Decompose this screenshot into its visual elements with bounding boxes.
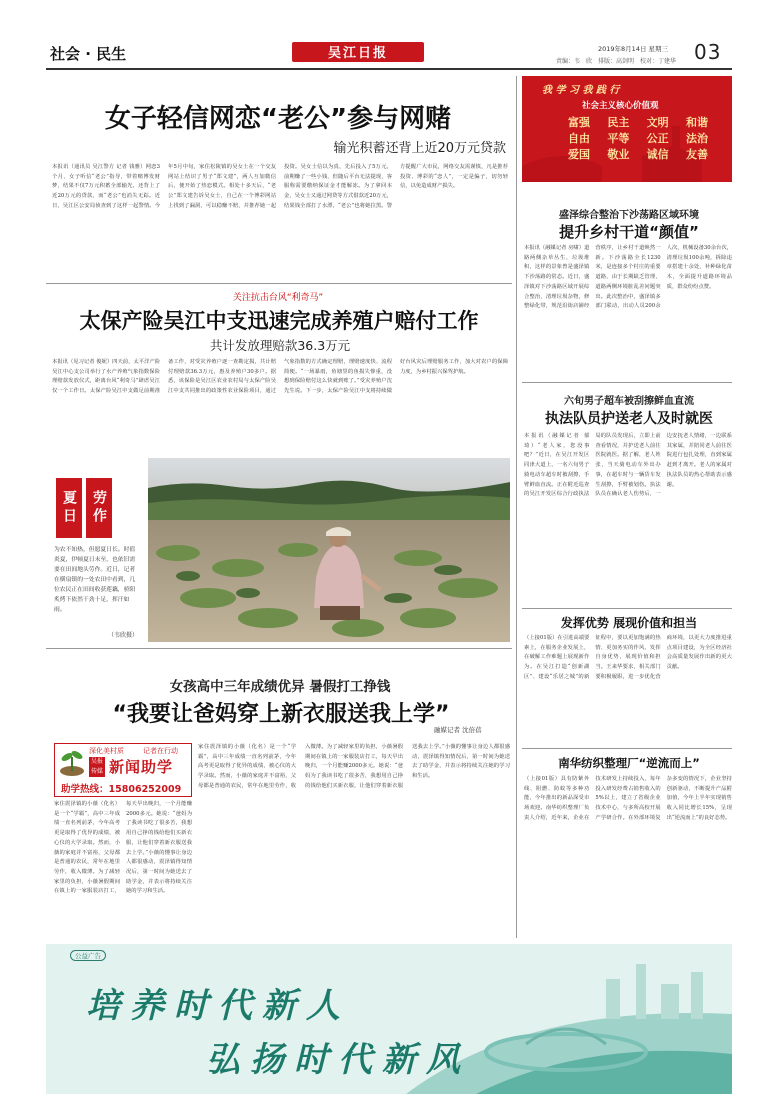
ad-box [54, 743, 192, 797]
page-number: 03 [694, 40, 722, 64]
masthead-rule [46, 68, 732, 70]
a1-body: 本报讯（通讯员 吴江警方 记者 钱雅）网恋3个月，女子听信“老公”指导，带着赌博发财梦，结果不仅7万元积蓄全部输光，还背上了近20万元的贷款，而“老公”也消失无踪。近日，吴江区公安局侦查到了这样一起警情。今年5月中旬，家住松陵镇的吴女士在一个交友网站上结识了男子“郑文建”，两人互加微信后，便开始了热恋模式。相处十多天后，“老公”郑文建告诉吴女士，自己在一个博彩网站上找到了漏洞，可以稳赚不赔，并推荐她一起投资。吴女士信以为真，先后投入了5万元，前期赚了一些小钱，但随后平台无法提现，客服称需要缴纳保证金才能解冻。为了拿回本金，吴女士又通过网贷等方式借款近20万元，结果钱全部打了水漂，“老公”也将她拉黑。警方提醒广大市民，网络交友需谨慎，凡是推荐投资、博彩的“恋人”，一定是骗子，切勿轻信，以免造成财产损失。 [52, 164, 508, 209]
ad-hotline-number: 15806252009 [108, 784, 182, 795]
ad-plant-icon [58, 747, 86, 777]
a5-divider [522, 608, 732, 609]
ad-hotline-label: 助学热线： [61, 784, 109, 795]
values-header: 我 学 习 我 践 行 [542, 85, 620, 96]
section-label: 社会 · 民生 [50, 45, 127, 63]
editors-line: 责编：韦 欣 排版：高剑明 校对：丁建华 [556, 58, 677, 65]
values-row [568, 130, 708, 146]
a3-title: 女孩高中三年成绩优异 暑假打工挣钱 [169, 679, 391, 695]
a2-subtitle: 共计发放理赔款36.3万元 [209, 338, 351, 353]
value-word: 自由 [568, 132, 590, 145]
column-title-a: 夏日 [61, 490, 77, 526]
a1-subtitle: 输光积蓄还背上近20万元贷款 [333, 141, 506, 156]
newspaper-logo [292, 42, 424, 62]
value-word: 爱国 [568, 148, 590, 161]
field-photo [148, 458, 510, 642]
ad-hotline [61, 781, 181, 795]
values-row [568, 146, 708, 162]
a6-divider [522, 748, 732, 749]
logo-text: 吴江日报 [327, 46, 388, 61]
value-word: 诚信 [646, 148, 669, 161]
value-word: 民主 [607, 116, 630, 129]
issue-date: 2019年8月14日 星期三 [598, 45, 669, 53]
a6-title: 发挥优势 展现价值和担当 [560, 616, 698, 630]
a2-title: 太保产险吴江中支迅速完成养殖户赔付工作 [79, 309, 479, 333]
a3-byline: 融媒记者 沈倍蓓 [434, 726, 482, 734]
a3-headline: “我要让爸妈穿上新衣服送我上学” [112, 702, 450, 727]
ad-name: 新闻助学 [109, 758, 174, 776]
value-word: 法治 [685, 132, 708, 145]
column-caption: 为农不知热，但愿夏日长。时值炎夏，伊顿夏日未至，也依旧需要在田间地头劳作。近日，记者在横扇镇的一处农田中看到，几位农民正在田间收获莲藕，骄阳炙烤下依然干劲十足，挥汗如雨。 [54, 547, 136, 613]
right-column-divider [516, 76, 517, 938]
a6-body: （上接01版）在引进高端要素上，在服务企业发展上，在破解工作难题上展现新作为。在吴江打造“创新湖区”、建设“乐居之城”的新征程中，要以更加饱满的热情、更加务实的作风，发挥自身优势，展现价值和担当。王来华要求，相关部门要积极履职，进一步优化营商环境，以更大力度推进重点项目建设，为全区经济社会高质量发展作出新的更大贡献。 [524, 635, 732, 680]
column-title-b: 劳作 [91, 490, 107, 526]
a3-body-left: 家住震泽镇的小薇（化名）是一个“学霸”，高中三年成绩一直名列前茅，今年高考更是取得了优异的成绩，被心仪的大学录取。然而，小薇的家庭并不富裕，父母都是普通的农民，常年在地里劳作，收入微薄。为了减轻家里的负担，小薇暑假期间在镇上的一家服装店打工，每天早出晚归，一个月能赚2000多元。她说：“爸妈为了我读书吃了很多苦，我想用自己挣的钱给他们买新衣服，让他们穿着新衣服送我去上学。”小薇的懂事让身边人都很感动，震泽镇得知情况后，第一时间为她送去了助学金，并表示将持续关注她的学习和生活。 [54, 801, 192, 895]
a5-title: 六旬男子超车被刮擦鲜血直流 [564, 396, 694, 407]
a5-body: 本报讯（融媒记者 郁琦）“老人家，您没事吧？”近日，在吴江开发区同津大道上，一名六旬男子骑电动车超车时被刮擦，手臂鲜血直流。正在附近巡查的吴江开发区综合行政执法局的队员发现后，立即上前查看情况，并护送老人前往医院就医。据了解，老人姓张，当天骑电动车外出办事，在超车时与一辆货车发生刮擦，手臂被划伤。执法队员在确认老人伤势后，一边安抚老人情绪，一边联系其家属，并陪同老人前往医院进行包扎处理，直到家属赶到才离开。老人的家属对执法队员的热心帮助表示感谢。 [524, 433, 732, 498]
photo-divider [46, 648, 512, 649]
value-word: 富强 [568, 116, 590, 129]
banner-line-2: 弘扬时代新风 [206, 1040, 470, 1080]
a3-body-right [198, 743, 510, 939]
value-word: 公正 [646, 132, 669, 145]
a2-kicker: 关注抗击台风“利奇马” [232, 293, 324, 303]
a5-headline: 执法队员护送老人及时就医 [545, 411, 713, 427]
a7-title: 南华纺织整理厂“逆流而上” [558, 756, 700, 770]
a4-title: 盛泽综合整治下沙荡路区域环境 [559, 210, 699, 221]
ad-brand: 吴报传媒 [90, 758, 103, 775]
column-credit: （韦欣摄） [108, 632, 139, 639]
a3-body-continued: 家住震泽镇的小薇（化名）是一个“学霸”，高中三年成绩一直名列前茅，今年高考更是取得了优异的成绩，被心仪的大学录取。然而，小薇的家庭并不富裕，父母都是普通的农民，常年在地里劳作，收入微薄。为了减轻家里的负担，小薇暑假期间在镇上的一家服装店打工，每天早出晚归，一个月能赚2000多元。她说：“爸妈为了我读书吃了很多苦，我想用自己挣的钱给他们买新衣服，让他们穿着新衣服送我去上学。”小薇的懂事让身边人都很感动，震泽镇得知情况后，第一时间为她送去了助学金，并表示将持续关注她的学习和生活。 [198, 744, 510, 789]
ad-tagline-a: 深化美村质 [89, 747, 124, 755]
civic-banner [46, 944, 732, 1094]
value-word: 友善 [685, 148, 708, 161]
values-panel [522, 76, 732, 182]
a4-body: 本报讯（融媒记者 房啸）道路两侧杂草丛生，垃圾堆积，这样的景象曾是盛泽镇下沙荡路的常态。近日，盛泽镇对下沙荡路区域开展综合整治，清理垃圾杂物，修整绿化带，规范沿街店铺经营秩序，让乡村干道焕然一新。下沙荡路全长1230米，是连接多个村庄的重要道路，由于长期缺乏管理，道路两侧环境脏乱差问题突出。此次整治中，盛泽镇多部门联动，出动人员200余人次，机械设备30余台次，清理垃圾100余吨，拆除违章搭建十余处，补种绿化苗木，全面提升道路环境品质，群众纷纷点赞。 [524, 245, 732, 310]
banner-line-1: 培养时代新人 [86, 986, 350, 1026]
value-word: 文明 [646, 116, 669, 129]
a2-body: 本报讯（见习记者 俊妮）四天前，太平洋产险吴江中心支公司举行了水产养殖气象指数保险理赔款发放仪式，距离台风“利奇马”肆虐吴江仅一个工作日。太保产险吴江中支做足前期准备工作，对受灾养殖户逐一查勘定损，共计赔付理赔款36.3万元，惠及养殖户30多户。据悉，该保险是吴江区农业农村局与太保产险吴江中支共同推出的政策性农业保险项目，通过气象指数的方式确定理赔，理赔速度快、流程简便。“一场暴雨，鱼塘里的鱼损失惨重，没想到保险赔付这么快就到账了。”受灾养殖户沈先生说。下一步，太保产险吴江中支将持续做好台风灾后理赔服务工作，加大对农户的保障力度，为乡村振兴保驾护航。 [52, 359, 508, 395]
banner-tag: 公益广告 [70, 950, 106, 961]
ad-tagline-b: 记者在行动 [143, 747, 178, 755]
value-word: 平等 [607, 132, 630, 145]
a1-divider [46, 283, 512, 284]
a4-divider [522, 382, 732, 383]
values-title: 社会主义核心价值观 [582, 101, 659, 111]
a4-headline: 提升乡村干道“颜值” [559, 223, 699, 241]
value-word: 敬业 [607, 148, 630, 161]
values-row [568, 114, 708, 130]
value-word: 和谐 [685, 116, 708, 129]
values-grid [568, 114, 708, 162]
field-photo-graphic [148, 458, 510, 642]
column-title-box-b [86, 478, 112, 538]
a7-body: （上接01版）具有防紫外线、阻燃、防蚊等多种功能，今年推出的新品深受市场欢迎。南华纺织整理厂负责人介绍，近年来，企业在技术研发上持续投入，每年投入研发经费占销售收入的5%以上，建立了省级企业技术中心，与多所高校开展产学研合作。在外部环境复杂多变的情况下，企业坚持创新驱动，不断提升产品附加值，今年上半年实现销售收入同比增长15%，呈现出“逆流而上”的良好态势。 [524, 776, 732, 821]
a1-title: 女子轻信网恋“老公”参与网赌 [104, 104, 452, 134]
column-title-box-a [56, 478, 82, 538]
